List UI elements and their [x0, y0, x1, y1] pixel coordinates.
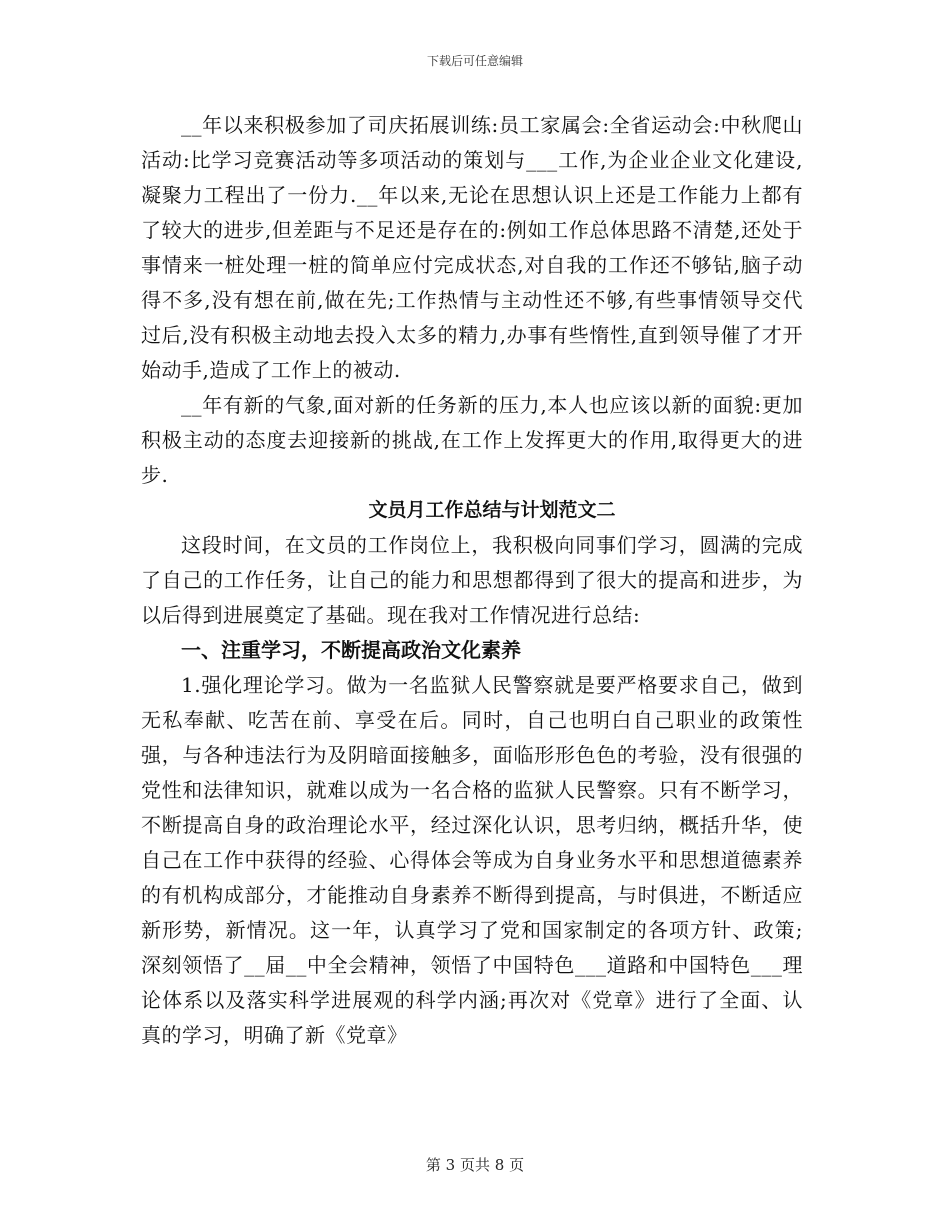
document-body: [141, 108, 803, 1053]
page-header: 下载后可任意编辑: [426, 54, 523, 68]
section-heading-study: 一、注重学习，不断提高政治文化素养: [181, 638, 521, 662]
section-title: 文员月工作总结与计划范文二: [368, 499, 616, 521]
paragraph-new-year-outlook: __年有新的气象,面对新的任务新的压力,本人也应该以新的面貌:更加积极主动的态度去迎接新的挑战,在工作上发挥更大的作用,取得更大的进步.: [141, 393, 803, 487]
paragraph-theory-study: 1.强化理论学习。做为一名监狱人民警察就是要严格要求自己，做到无私奉献、吃苦在前、享受在后。同时，自己也明白自己职业的政策性强，与各种违法行为及阴暗面接触多，面临形形色色的考验，没有很强的党性和法律知识，就难以成为一名合格的监狱人民警察。只有不断学习，不断提高自身的政治理论水平，经过深化认识，思考归纳，概括升华，使自己在工作中获得的经验、心得体会等成为自身业务水平和思想道德素养的有机构成部分，才能推动自身素养不断得到提高，与时俱进，不断适应新形势，新情况。这一年，认真学习了党和国家制定的各项方针、政策;深刻领悟了__届__中全会精神，领悟了中国特色___道路和中国特色___理论体系以及落实科学进展观的科学内涵;再次对《党章》进行了全面、认真的学习，明确了新《党章》: [141, 673, 803, 1047]
paragraph-intro: 这段时间，在文员的工作岗位上，我积极向同事们学习，圆满的完成了自己的工作任务，让自己的能力和思想都得到了很大的提高和进步，为以后得到进展奠定了基础。现在我对工作情况进行总结:: [141, 533, 803, 627]
page-footer: 第 3 页共 8 页: [425, 1156, 525, 1174]
paragraph-activities-summary: __年以来积极参加了司庆拓展训练:员工家属会:全省运动会:中秋爬山活动:比学习竞赛活动等多项活动的策划与___工作,为企业企业文化建设,凝聚力工程出了一份力.__年以来,无论在思想认识上还是工作能力上都有了较大的进步,但差距与不足还是存在的:例如工作总体思路不清楚,还处于事情来一桩处理一桩的简单应付完成状态,对自我的工作还不够钻,脑子动得不多,没有想在前,做在先;工作热情与主动性还不够,有些事情领导交代过后,没有积极主动地去投入太多的精力,办事有些惰性,直到领导催了才开始动手,造成了工作上的被动.: [141, 113, 803, 382]
